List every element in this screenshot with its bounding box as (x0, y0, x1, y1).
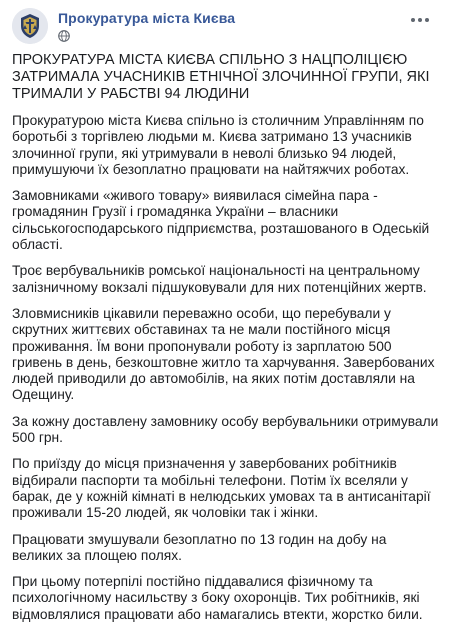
post-body (12, 52, 440, 623)
prosecutor-emblem-icon (12, 8, 48, 44)
post-paragraph: По приїзду до місця призначення у завербованих робітників відбирали паспорти та мобільні телефони. Потім їх вселяли у барак, де у кожній кімнаті в нелюдських умовах та в антисанітарії проживали 15-20 людей, як чоловіки так і жінки. (12, 456, 431, 521)
more-options-icon[interactable] (408, 12, 432, 28)
post-paragraph: За кожну доставлену замовнику особу вербувальники отримували 500 грн. (12, 413, 439, 446)
post-paragraph: Прокуратурою міста Києва спільно із столичним Управлінням по боротьбі з торгівлею людьми м. Києва затримано 13 учасників злочинної групи, які утримували в неволі близько 94 людей, примушуючи їх безоплатно працювати на найтяжчих роботах. (12, 113, 424, 177)
post-paragraph: Зловмисників цікавили переважно особи, що перебували у скрутних життєвих обставинах та не мали постійного місця проживання. Їм вони пропонували роботу із зарплатою 500 гривень в день, безкоштовне житло та харчування. Завербованих людей приводили до автомобілів, на яких потім доставляли на Одещину. (12, 305, 435, 403)
post-headline: ПРОКУРАТУРА МІСТА КИЄВА СПІЛЬНО З НАЦПОЛІЦІЄЮ ЗАТРИМАЛА УЧАСНИКІВ ЕТНІЧНОЇ ЗЛОЧИННОЇ ГРУПИ, ЯКІ ТРИМАЛИ У РАБСТВІ 94 ЛЮДИНИ (12, 52, 430, 102)
post-paragraph: Замовниками «живого товару» виявилася сімейна пара - громадянин Грузії і громадянка України – власники сільськогосподарського підприємства, розташованого в Одеській області. (12, 188, 430, 253)
post-meta (58, 30, 70, 42)
post-header (12, 8, 438, 44)
post-paragraph: При цьому потерпілі постійно піддавалися фізичному та психологічному насильству з боку охоронців. Тих робітників, які відмовлялися працювати або намагались втекти, жорстко били. (12, 574, 423, 622)
globe-icon[interactable] (58, 30, 70, 42)
page-name-link[interactable]: Прокуратура міста Києва (58, 10, 236, 26)
post-paragraph: Працювати змушували безоплатно по 13 годин на добу на великих за площею полях. (12, 531, 387, 563)
post-paragraph: Троє вербувальників ромської національності на центральному залізничному вокзалі підшуковували для них потенційних жертв. (12, 263, 427, 295)
page-avatar[interactable] (12, 8, 48, 44)
